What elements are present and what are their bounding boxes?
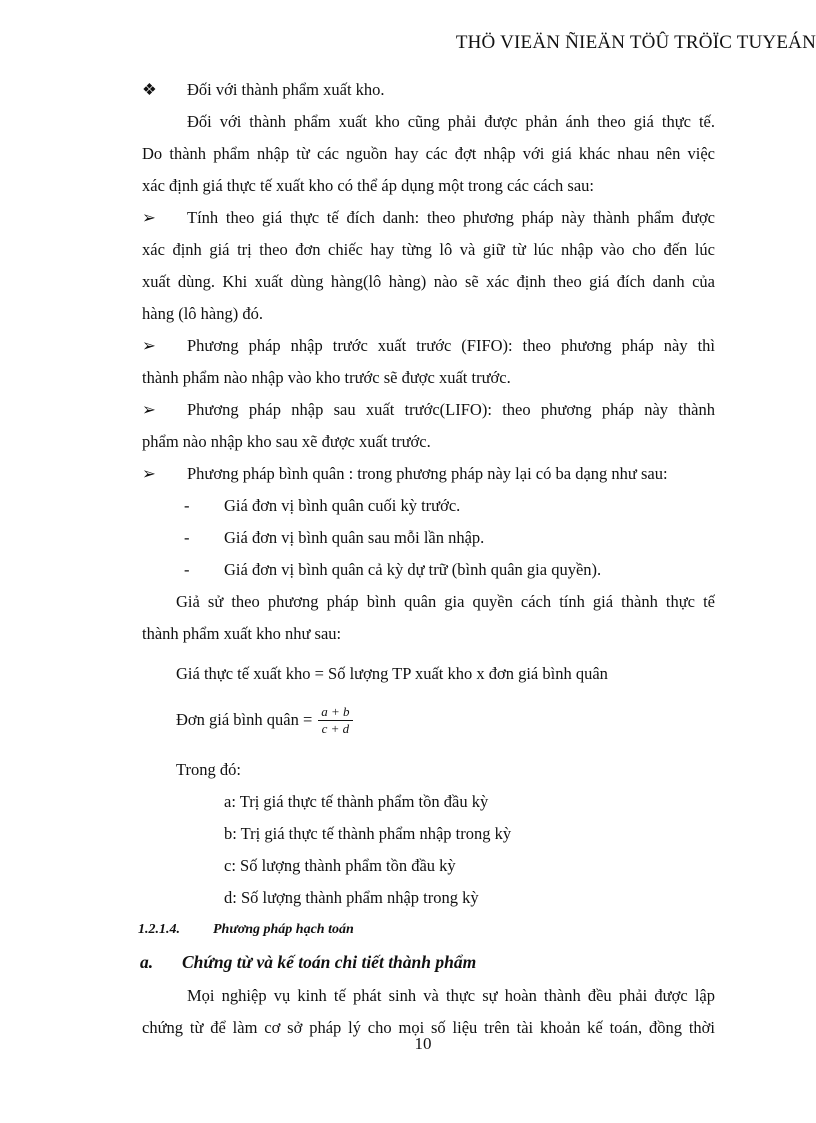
text-line: Phương pháp nhập sau xuất trước(LIFO): theo phương pháp này thành <box>187 400 715 419</box>
arrow-bullet-icon: ➢ <box>142 400 156 419</box>
list-item <box>142 458 715 490</box>
list-item <box>142 202 715 234</box>
definition-item: d: Số lượng thành phẩm nhập trong kỳ <box>224 888 479 907</box>
subsection-title: Chứng từ và kế toán chi tiết thành phẩm <box>182 952 477 972</box>
arrow-bullet-icon: ➢ <box>142 208 156 227</box>
list-item <box>142 490 715 522</box>
diamond-bullet-icon: ❖ <box>142 80 157 99</box>
text-line: phẩm nào nhập kho sau xẽ được xuất trước. <box>142 432 431 451</box>
fraction-denominator: c + d <box>321 720 350 736</box>
definition-item: b: Trị giá thực tế thành phẩm nhập trong kỳ <box>224 824 512 843</box>
formula-text: Giá thực tế xuất kho = Số lượng TP xuất kho x đơn giá bình quân <box>176 664 608 683</box>
text-line: Do thành phẩm nhập từ các nguồn hay các đợt nhập với giá khác nhau nên việc <box>142 144 715 163</box>
dash-bullet: - <box>184 496 190 515</box>
document-body <box>138 74 715 1044</box>
text-line: Phương pháp nhập trước xuất trước (FIFO): theo phương pháp này thì <box>187 336 715 355</box>
arrow-bullet-icon: ➢ <box>142 336 156 355</box>
list-item <box>142 394 715 426</box>
page-header: THÖ VIEÄN ÑIEÄN TÖÛ TRÖÏC TUYEÁN <box>455 32 816 53</box>
page-number: 10 <box>414 1034 432 1053</box>
text-line: Trong đó: <box>176 760 241 779</box>
dash-bullet: - <box>184 560 190 579</box>
list-item <box>142 330 715 362</box>
text-line: Mọi nghiệp vụ kinh tế phát sinh và thực sự hoàn thành đều phải được lập <box>187 986 715 1005</box>
text-line: chứng từ để làm cơ sở pháp lý cho mọi số liệu trên tài khoản kế toán, đồng thời <box>142 1018 715 1037</box>
definition-item: a: Trị giá thực tế thành phẩm tồn đầu kỳ <box>224 792 489 811</box>
text-line: Giá đơn vị bình quân cuối kỳ trước. <box>224 496 461 515</box>
text-line: hàng (lô hàng) đó. <box>142 304 263 323</box>
text-line: Tính theo giá thực tế đích danh: theo phương pháp này thành phẩm được <box>187 208 715 227</box>
subsection-number: a. <box>140 952 154 972</box>
text-line: Đối với thành phẩm xuất kho cũng phải được phản ánh theo giá thực tế. <box>187 112 715 131</box>
text-line: xác định giá thực tế xuất kho có thể áp dụng một trong các cách sau: <box>142 176 595 195</box>
text-line: thành phẩm nào nhập vào kho trước sẽ được xuất trước. <box>142 368 511 387</box>
fraction <box>318 704 352 737</box>
list-item <box>142 554 715 586</box>
arrow-bullet-icon: ➢ <box>142 464 156 483</box>
text-line: xác định giá trị theo đơn chiếc hay từng lô và giữ từ lúc nhập vào cho đến lúc <box>142 240 715 259</box>
formula <box>142 696 715 744</box>
text-line: xuất dùng. Khi xuất dùng hàng(lô hàng) nào sẽ xác định theo giá đích danh của <box>142 272 715 291</box>
dash-bullet: - <box>184 528 190 547</box>
list-item <box>142 74 715 106</box>
text-line: Đối với thành phẩm xuất kho. <box>187 80 385 99</box>
text-line: thành phẩm xuất kho như sau: <box>142 624 342 643</box>
section-heading <box>138 914 715 946</box>
text-line: Giả sử theo phương pháp bình quân gia quyền cách tính giá thành thực tế <box>176 592 715 611</box>
fraction-numerator: a + b <box>318 704 352 721</box>
text-line: Giá đơn vị bình quân cả kỳ dự trữ (bình quân gia quyền). <box>224 560 602 579</box>
section-number: 1.2.1.4. <box>138 922 180 937</box>
subsection-heading <box>140 946 715 978</box>
list-item <box>142 522 715 554</box>
text-line: Phương pháp bình quân : trong phương pháp này lại có ba dạng như sau: <box>187 464 668 483</box>
section-title: Phương pháp hạch toán <box>213 922 354 937</box>
formula-label: Đơn giá bình quân = <box>176 710 313 729</box>
text-line: Giá đơn vị bình quân sau mỗi lần nhập. <box>224 528 485 547</box>
definition-item: c: Số lượng thành phẩm tồn đầu kỳ <box>224 856 456 875</box>
